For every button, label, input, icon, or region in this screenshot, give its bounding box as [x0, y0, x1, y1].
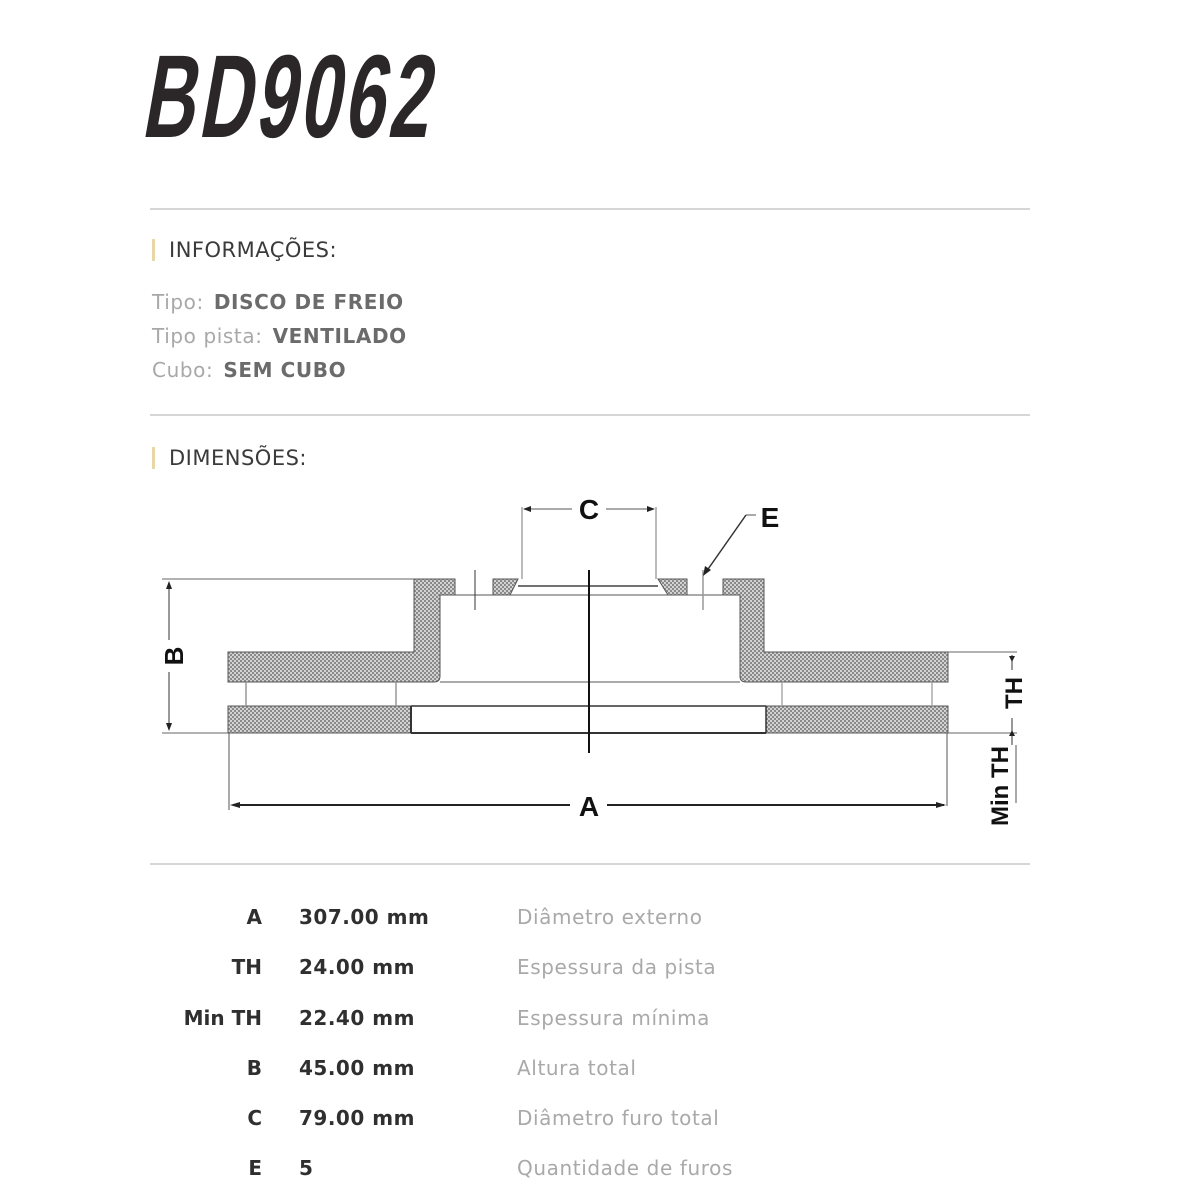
dim-value: 45.00 mm — [299, 1056, 415, 1080]
dim-label-e: E — [760, 502, 780, 533]
info-label: Tipo: — [152, 290, 204, 314]
dim-value: 5 — [299, 1156, 314, 1180]
table-row — [0, 905, 1200, 935]
dim-description: Diâmetro furo total — [517, 1106, 720, 1130]
info-heading-text: INFORMAÇÕES: — [169, 238, 338, 262]
dim-value: 22.40 mm — [299, 1006, 415, 1030]
left-upper-ring-and-hat — [228, 579, 455, 682]
info-label: Tipo pista: — [152, 324, 263, 348]
info-value: SEM CUBO — [223, 358, 347, 382]
dim-value: 79.00 mm — [299, 1106, 415, 1130]
info-label: Cubo: — [152, 358, 214, 382]
dim-key: E — [248, 1156, 262, 1180]
dim-label-th: TH — [1001, 677, 1028, 709]
dim-label-b: B — [159, 646, 189, 666]
dim-description: Espessura da pista — [517, 955, 717, 979]
left-lower-ring — [228, 706, 411, 733]
dim-value: 24.00 mm — [299, 955, 415, 979]
info-value: DISCO DE FREIO — [213, 290, 404, 314]
dim-description: Quantidade de furos — [517, 1156, 733, 1180]
dim-description: Espessura mínima — [517, 1006, 711, 1030]
product-code-title: BD9062 — [135, 31, 450, 163]
right-lower-ring — [766, 706, 948, 733]
dim-key: C — [247, 1106, 262, 1130]
dim-key: Min TH — [183, 1006, 262, 1030]
dim-key: B — [246, 1056, 262, 1080]
table-row — [0, 1106, 1200, 1136]
dim-key: A — [246, 905, 262, 929]
table-row — [0, 955, 1200, 985]
table-row — [0, 1056, 1200, 1086]
dimensions-heading-text: DIMENSÕES: — [169, 446, 307, 470]
dim-description: Altura total — [517, 1056, 637, 1080]
dim-label-c: C — [578, 494, 600, 525]
dim-label-min-th: Min TH — [987, 746, 1014, 826]
right-bore-flange — [658, 579, 687, 595]
table-row — [0, 1156, 1200, 1186]
table-row — [0, 1006, 1200, 1036]
divider — [150, 863, 1030, 865]
dim-description: Diâmetro externo — [517, 905, 703, 929]
dim-value: 307.00 mm — [299, 905, 430, 929]
dim-key: TH — [231, 955, 262, 979]
right-upper-ring-and-hat — [723, 579, 948, 682]
left-bore-flange — [493, 579, 518, 595]
info-value: VENTILADO — [272, 324, 407, 348]
dim-label-a: A — [578, 791, 600, 822]
